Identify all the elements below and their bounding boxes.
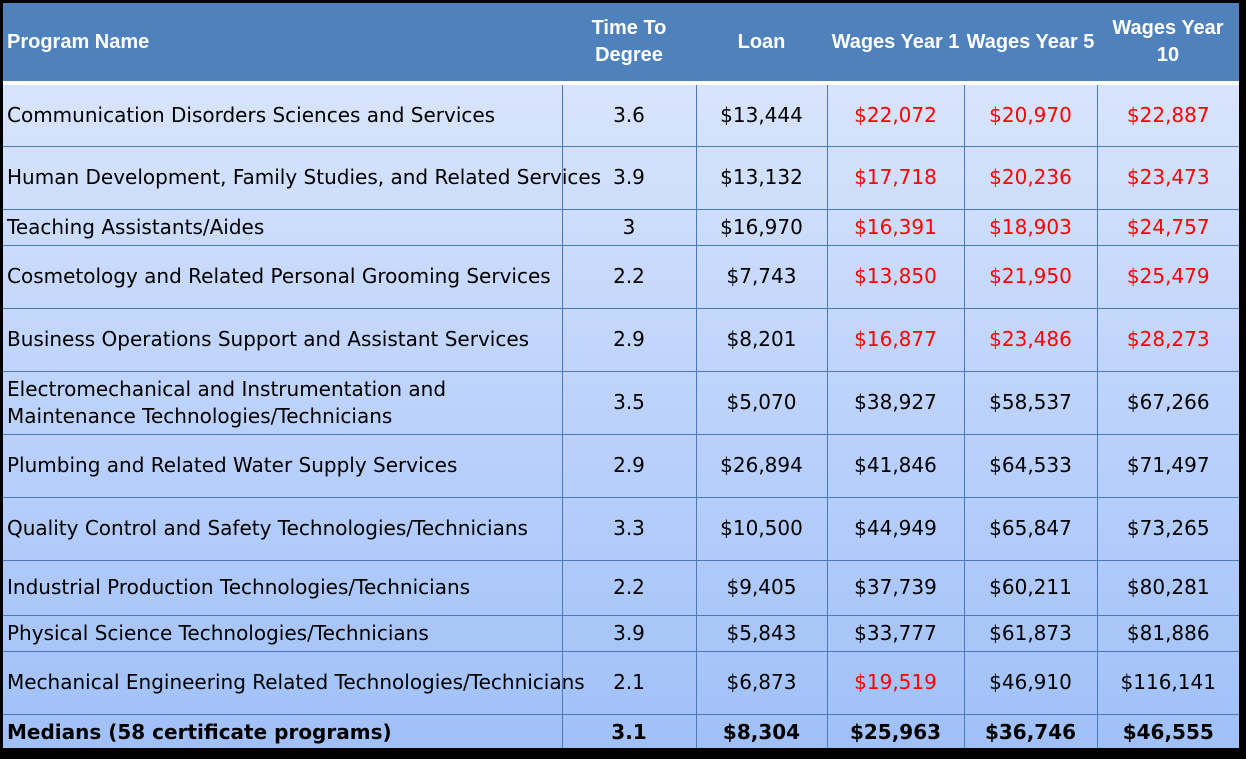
time-to-degree-cell: 2.9 [562, 434, 696, 497]
wages-year-1-cell: $25,963 [827, 714, 964, 748]
loan-cell: $10,500 [696, 497, 827, 560]
time-to-degree-cell: 2.2 [562, 560, 696, 615]
loan-cell: $8,201 [696, 308, 827, 371]
time-to-degree-cell: 2.1 [562, 651, 696, 714]
wages-year-5-cell: $65,847 [964, 497, 1097, 560]
wages-year-1-cell: $33,777 [827, 615, 964, 651]
program-name-cell: Mechanical Engineering Related Technologies/Technicians [3, 651, 562, 714]
header-time-to-degree: Time To Degree [562, 3, 696, 83]
program-earnings-table [3, 3, 1239, 748]
wages-year-5-cell: $58,537 [964, 371, 1097, 434]
wages-year-10-cell: $73,265 [1097, 497, 1239, 560]
header-wages-year-5: Wages Year 5 [964, 3, 1097, 83]
time-to-degree-cell: 3.1 [562, 714, 696, 748]
program-name-cell: Plumbing and Related Water Supply Services [3, 434, 562, 497]
header-program-name: Program Name [3, 3, 562, 83]
table-row [3, 83, 1239, 146]
table-row [3, 497, 1239, 560]
program-name-cell: Physical Science Technologies/Technicians [3, 615, 562, 651]
wages-year-5-cell: $20,970 [964, 83, 1097, 146]
table-row [3, 209, 1239, 245]
program-name-cell: Cosmetology and Related Personal Grooming Services [3, 245, 562, 308]
header-row [3, 3, 1239, 83]
wages-year-10-cell: $46,555 [1122, 719, 1214, 744]
time-to-degree-cell: 2.2 [562, 245, 696, 308]
loan-cell: $6,873 [696, 651, 827, 714]
table-row [3, 371, 1239, 434]
table-row [3, 560, 1239, 615]
wages-year-1-cell: $38,927 [827, 371, 964, 434]
loan-cell: $13,132 [696, 146, 827, 209]
wages-year-1-cell: $17,718 [827, 146, 964, 209]
table-row [3, 146, 1239, 209]
table-row [3, 245, 1239, 308]
program-name-cell: Communication Disorders Sciences and Services [3, 83, 562, 146]
time-to-degree-cell: 3.5 [562, 371, 696, 434]
time-to-degree-cell: 3 [562, 209, 696, 245]
wages-year-10-cell: $24,757 [1097, 209, 1239, 245]
program-name-cell: Quality Control and Safety Technologies/Technicians [3, 497, 562, 560]
wages-year-10-cell: $116,141 [1097, 651, 1239, 714]
wages-year-10-cell: $81,886 [1097, 615, 1239, 651]
wages-year-10-cell: $28,273 [1097, 308, 1239, 371]
program-name-cell: Teaching Assistants/Aides [3, 209, 562, 245]
loan-cell: $7,743 [696, 245, 827, 308]
program-name-cell: Human Development, Family Studies, and Related Services [3, 146, 562, 209]
table-row [3, 651, 1239, 714]
table-row [3, 615, 1239, 651]
time-to-degree-cell: 2.9 [562, 308, 696, 371]
wages-year-1-cell: $37,739 [827, 560, 964, 615]
wages-year-1-cell: $13,850 [827, 245, 964, 308]
wages-year-5-cell: $36,746 [964, 714, 1097, 748]
header-wages-year-10: Wages Year 10 [1097, 3, 1239, 83]
wages-year-5-cell: $60,211 [964, 560, 1097, 615]
wages-year-1-cell: $19,519 [827, 651, 964, 714]
wages-year-5-cell: $21,950 [964, 245, 1097, 308]
program-name-cell: Industrial Production Technologies/Technicians [3, 560, 562, 615]
header-wages-year-1: Wages Year 1 [827, 3, 964, 83]
wages-year-10-cell: $67,266 [1097, 371, 1239, 434]
median-row [3, 714, 1239, 748]
wages-year-5-cell: $18,903 [964, 209, 1097, 245]
wages-year-1-cell: $22,072 [827, 83, 964, 146]
table-row [3, 434, 1239, 497]
loan-cell: $9,405 [696, 560, 827, 615]
loan-cell: $5,070 [696, 371, 827, 434]
program-table-frame [3, 3, 1239, 748]
program-name-cell: Medians (58 certificate programs) [3, 714, 562, 748]
wages-year-1-cell: $16,391 [827, 209, 964, 245]
wages-year-5-cell: $61,873 [964, 615, 1097, 651]
loan-cell: $16,970 [696, 209, 827, 245]
loan-cell: $13,444 [696, 83, 827, 146]
wages-year-1-cell: $44,949 [827, 497, 964, 560]
wages-year-10-cell: $71,497 [1097, 434, 1239, 497]
loan-cell: $5,843 [696, 615, 827, 651]
table-body [3, 83, 1239, 748]
loan-cell: $26,894 [696, 434, 827, 497]
wages-year-1-cell: $16,877 [827, 308, 964, 371]
wages-year-5-cell: $23,486 [964, 308, 1097, 371]
wages-year-10-cell: $23,473 [1097, 146, 1239, 209]
wages-year-1-cell: $41,846 [827, 434, 964, 497]
time-to-degree-cell: 3.6 [562, 83, 696, 146]
loan-cell: $8,304 [696, 714, 827, 748]
program-name-cell: Electromechanical and Instrumentation and Maintenance Technologies/Technicians [3, 371, 562, 434]
header-loan: Loan [696, 3, 827, 83]
time-to-degree-cell: 3.9 [562, 615, 696, 651]
wages-year-5-cell: $64,533 [964, 434, 1097, 497]
wages-year-10-cell: $25,479 [1097, 245, 1239, 308]
wages-year-5-cell: $46,910 [964, 651, 1097, 714]
program-name-cell: Business Operations Support and Assistant Services [3, 308, 562, 371]
wages-year-5-cell: $20,236 [964, 146, 1097, 209]
wages-year-10-cell: $22,887 [1097, 83, 1239, 146]
time-to-degree-cell: 3.3 [562, 497, 696, 560]
wages-year-10-cell: $80,281 [1097, 560, 1239, 615]
table-row [3, 308, 1239, 371]
time-to-degree-cell: 3.9 [562, 146, 696, 209]
